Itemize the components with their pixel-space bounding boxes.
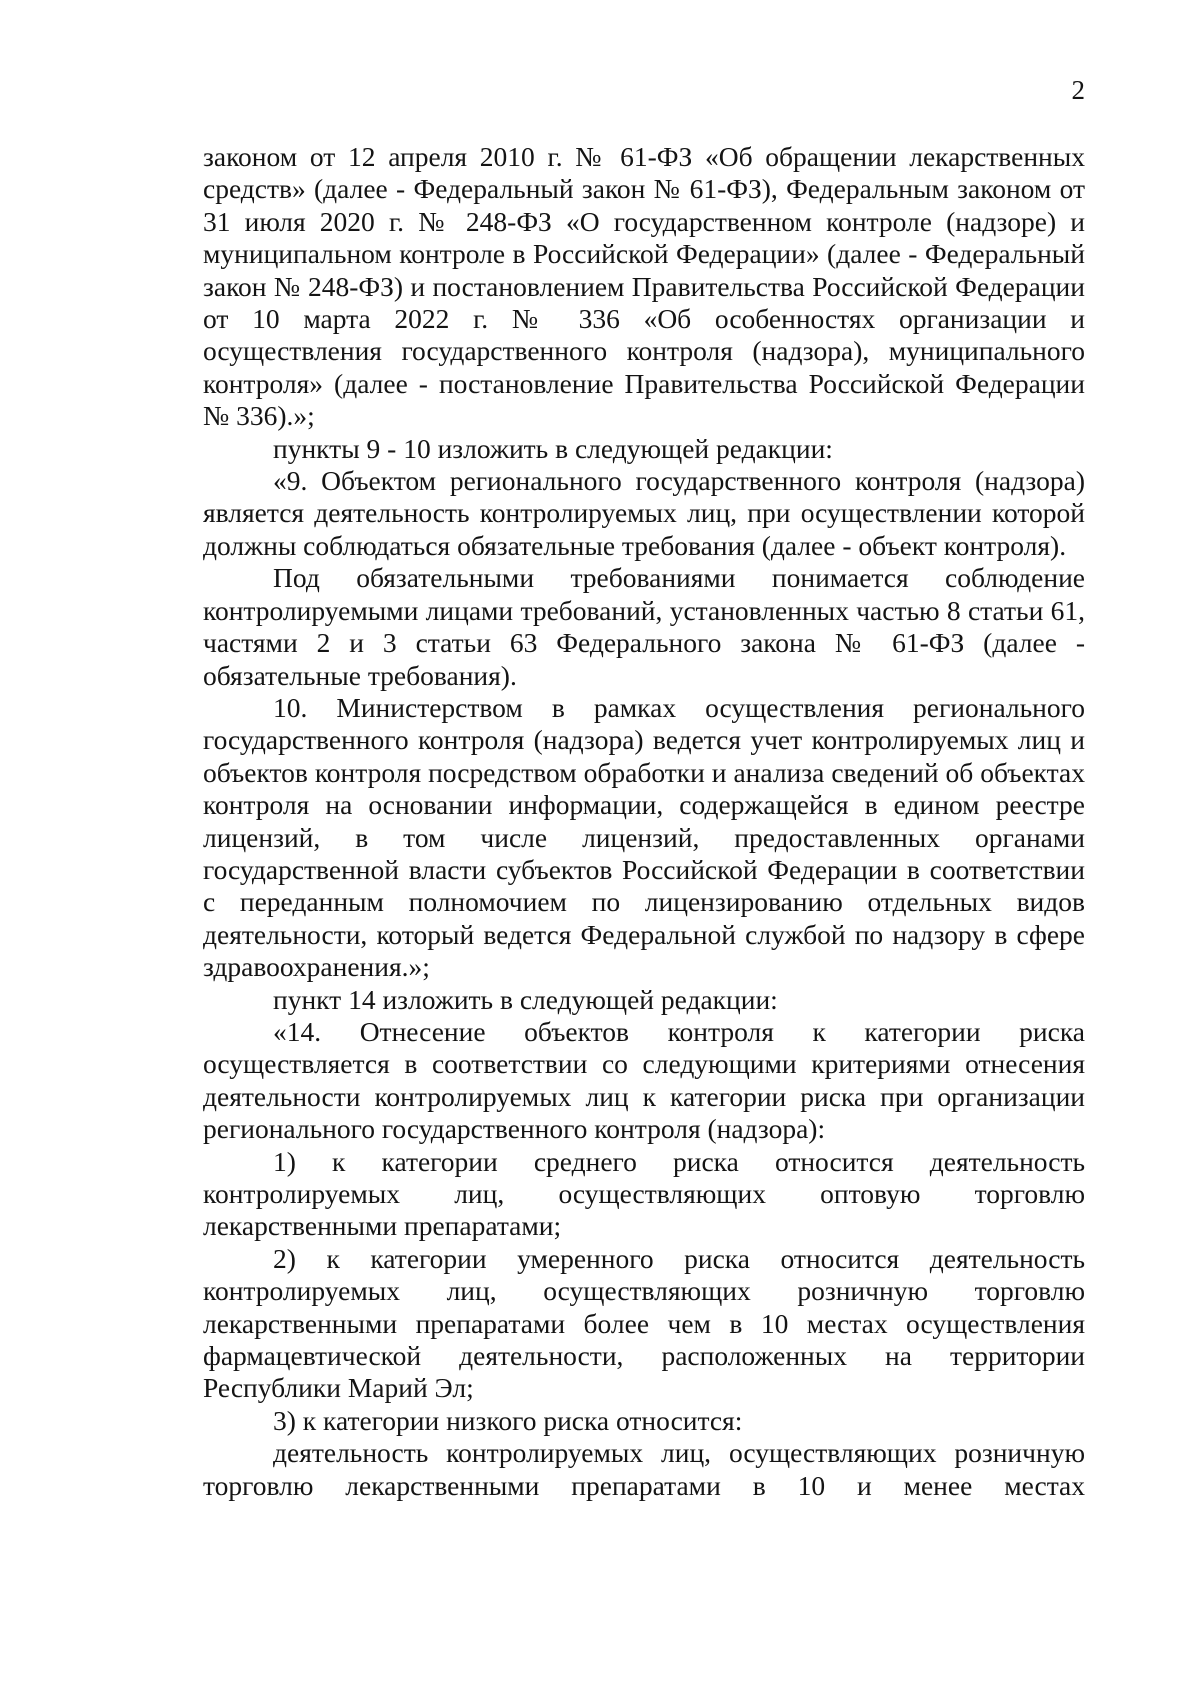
paragraph-moderate-risk: 2) к категории умеренного риска относится деятельность контролируемых лиц, осуществляющих розничную торговлю лекарственными препаратами более чем в 10 местах осуществления фармацевтической деятельности, расположенных на территории Республики Марий Эл; [203,1242,1085,1404]
paragraph-point-10: 10. Министерством в рамках осуществления регионального государственного контроля (надзора) ведется учет контролируемых лиц и объектов контроля посредством обработки и анализа сведений об объектах контроля на основании информации, содержащейся в едином реестре лицензий, в том числе лицензий, предоставленных органами государственной власти субъектов Российской Федерации в соответствии с переданным полномочием по лицензированию отдельных видов деятельности, который ведется Федеральной службой по надзору в сфере здравоохранения.»; [203,691,1085,983]
paragraph-low-risk-intro: 3) к категории низкого риска относится: [273,1404,743,1436]
paragraph-law-references: законом от 12 апреля 2010 г. № 61-ФЗ «Об обращении лекарственных средств» (далее - Федеральный закон № 61-ФЗ), Федеральным законом от 31 июля 2020 г. № 248-ФЗ «О государственном контроле (надзоре) и муниципальном контроле в Российской Федерации» (далее - Федеральный закон № 248-ФЗ) и постановлением Правительства Российской Федерации от 10 марта 2022 г. № 336 «Об особенностях организации и осуществления государственного контроля (надзора), муниципального контроля» (далее - постановление Правительства Российской Федерации № 336).»; [203,141,1085,432]
paragraph-mandatory-requirements: Под обязательными требованиями понимается соблюдение контролируемыми лицами требований, установленных частью 8 статьи 61, частями 2 и 3 статьи 63 Федерального закона № 61-ФЗ (далее - обязательные требования). [203,562,1085,691]
document-body [203,141,1085,1502]
paragraph-medium-risk: 1) к категории среднего риска относится деятельность контролируемых лиц, осуществляющих оптовую торговлю лекарственными препаратами; [203,1145,1085,1242]
paragraph-point-9: «9. Объектом регионального государственного контроля (надзора) является деятельность контролируемых лиц, при осуществлении которой должны соблюдаться обязательные требования (далее - объект контроля). [203,465,1085,561]
page-number: 2 [1071,75,1085,105]
paragraph-points-9-10-intro: пункты 9 - 10 изложить в следующей редакции: [273,432,833,464]
paragraph-low-risk-activity: деятельность контролируемых лиц, осуществляющих розничную торговлю лекарственными препаратами в 10 и менее местах [203,1437,1085,1501]
paragraph-point-14-intro: пункт 14 изложить в следующей редакции: [273,983,778,1015]
paragraph-point-14: «14. Отнесение объектов контроля к категории риска осуществляется в соответствии со следующими критериями отнесения деятельности контролируемых лиц к категории риска при организации регионального государственного контроля (надзора): [203,1015,1085,1145]
